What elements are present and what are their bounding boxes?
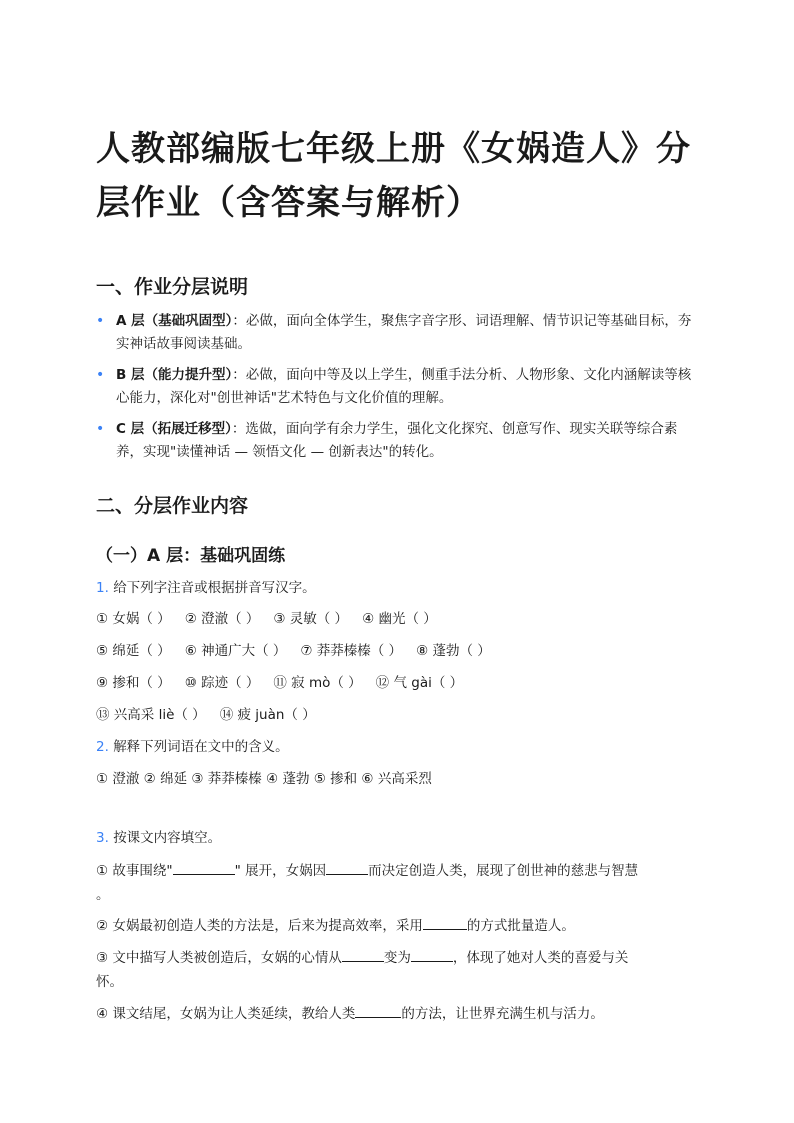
question-1-row-2: ⑤ 绵延（ ） ⑥ 神通广大（ ） ⑦ 莽莽榛榛（ ） ⑧ 蓬勃（ ）	[96, 643, 491, 659]
question-1-row-1: ① 女娲（ ） ② 澄澈（ ） ③ 灵敏（ ） ④ 幽光（ ）	[96, 611, 437, 627]
list-item: • B 层（能力提升型）：必做，面向中等及以上学生，侧重手法分析、人物形象、文化内涵解读等核心能力，深化对"创世神话"艺术特色与文化价值的理解。	[96, 364, 696, 410]
question-3-item-1-wrap: 。	[96, 887, 110, 903]
bullet-icon: •	[96, 367, 105, 383]
answer-blank[interactable]	[342, 947, 384, 962]
question-3-item-2: ② 女娲最初创造人类的方法是，后来为提高效率，采用 的方式批量造人。	[96, 915, 575, 937]
answer-blank[interactable]	[423, 915, 467, 930]
question-1-row-3: ⑨ 掺和（ ） ⑩ 踪迹（ ） ⑪ 寂 mò（ ） ⑫ 气 gài（ ）	[96, 675, 464, 691]
question-1-prompt: 1. 给下列字注音或根据拼音写汉字。	[96, 580, 316, 596]
answer-blank[interactable]	[326, 860, 368, 875]
answer-blank[interactable]	[411, 947, 453, 962]
bullet-icon: •	[96, 313, 105, 329]
question-3-item-3-wrap: 怀。	[96, 974, 123, 990]
question-3-item-1: ① 故事围绕" " 展开，女娲因 而决定创造人类，展现了创世神的慈悲与智慧	[96, 860, 638, 882]
section-2-heading: 二、分层作业内容	[96, 495, 249, 517]
document-title: 人教部编版七年级上册《女娲造人》分层作业（含答案与解析）	[96, 129, 691, 223]
answer-blank[interactable]	[173, 860, 235, 875]
question-2-terms: ① 澄澈 ② 绵延 ③ 莽莽榛榛 ④ 蓬勃 ⑤ 掺和 ⑥ 兴高采烈	[96, 771, 432, 787]
section-1-heading: 一、作业分层说明	[96, 276, 249, 298]
layer-description-list	[96, 310, 696, 472]
bullet-icon: •	[96, 421, 105, 437]
list-item: • C 层（拓展迁移型）：选做，面向学有余力学生，强化文化探究、创意写作、现实关联等综合素养，实现"读懂神话 — 领悟文化 — 创新表达"的转化。	[96, 418, 696, 464]
subsection-a-heading: （一）A 层：基础巩固练	[96, 546, 286, 566]
question-3-item-4: ④ 课文结尾，女娲为让人类延续，教给人类 的方法，让世界充满生机与活力。	[96, 1003, 604, 1025]
list-item: • A 层（基础巩固型）：必做，面向全体学生，聚焦字音字形、词语理解、情节识记等基础目标，夯实神话故事阅读基础。	[96, 310, 696, 356]
question-3-prompt: 3. 按课文内容填空。	[96, 830, 222, 846]
question-1-row-4: ⑬ 兴高采 liè（ ） ⑭ 疲 juàn（ ）	[96, 707, 316, 723]
question-2-prompt: 2. 解释下列词语在文中的含义。	[96, 739, 289, 755]
answer-blank[interactable]	[355, 1003, 401, 1018]
question-3-item-3: ③ 文中描写人类被创造后，女娲的心情从 变为 ，体现了她对人类的喜爱与关	[96, 947, 628, 969]
